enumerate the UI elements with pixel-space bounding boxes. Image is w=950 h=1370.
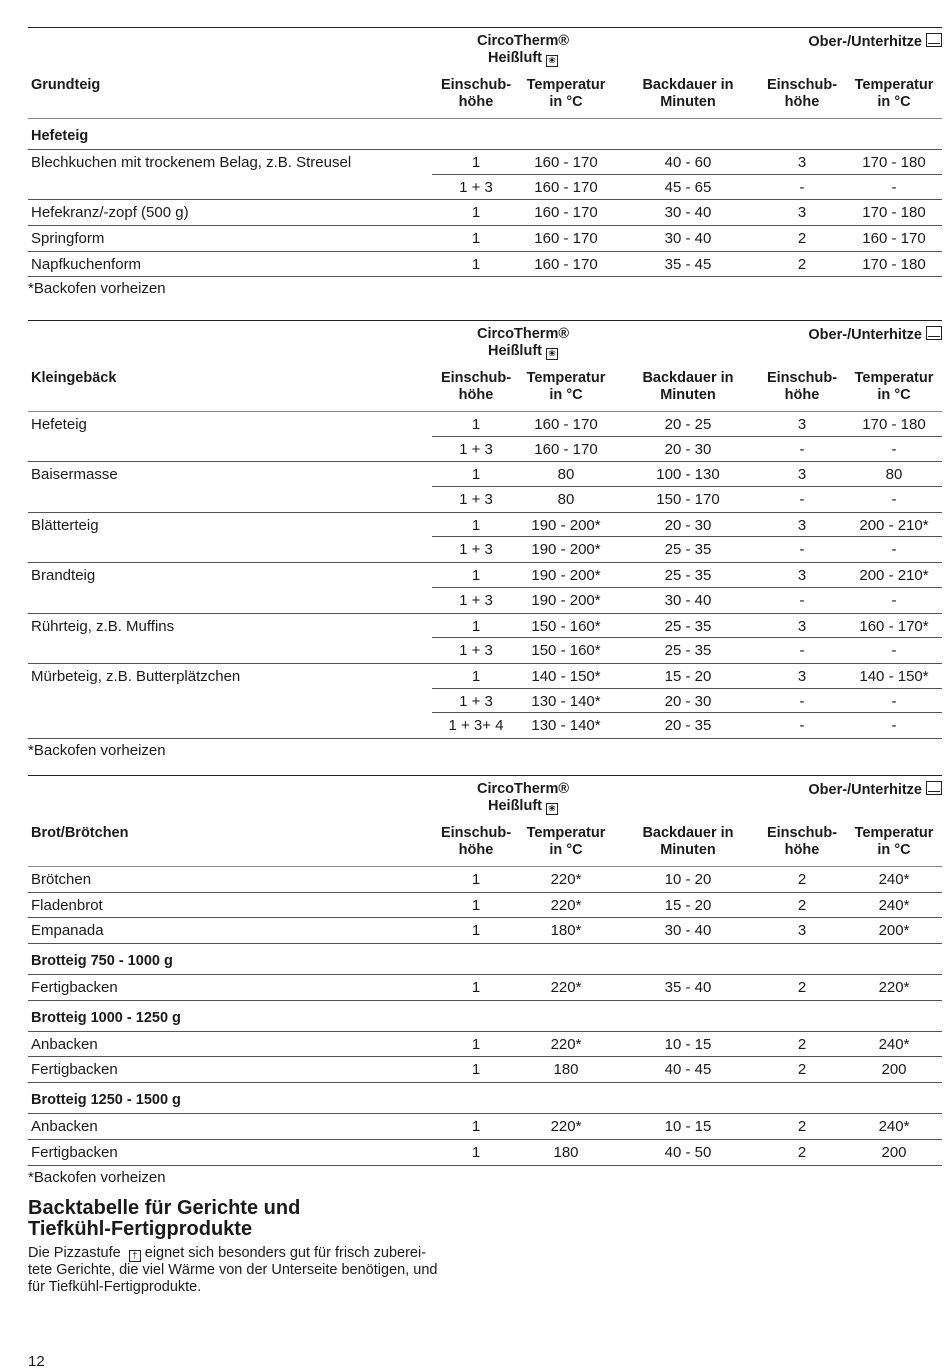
section-row bbox=[28, 944, 942, 975]
column-header-line: Minuten bbox=[660, 842, 716, 858]
cell: - bbox=[891, 642, 897, 660]
cell: 2 bbox=[797, 230, 807, 248]
mode-circotherm bbox=[458, 326, 588, 360]
row-label: Baisermasse bbox=[31, 466, 118, 484]
column-header-line: Minuten bbox=[660, 94, 716, 110]
mode-label: Ober-/Unterhitze bbox=[808, 34, 922, 50]
row-label: Mürbeteig, z.B. Butterplätzchen bbox=[31, 667, 241, 685]
column-header-line: höhe bbox=[784, 94, 820, 110]
column-header bbox=[432, 77, 520, 111]
cell: 3 bbox=[797, 667, 807, 685]
column-header bbox=[432, 825, 520, 859]
column-header-line: in °C bbox=[549, 94, 583, 110]
table-row bbox=[28, 1114, 942, 1140]
mode-name-2 bbox=[458, 343, 588, 360]
cell: - bbox=[891, 692, 897, 710]
section-title: Brotteig 1000 - 1250 g bbox=[31, 1009, 181, 1026]
category-label: Brot/Brötchen bbox=[31, 825, 129, 841]
table-row bbox=[28, 252, 942, 278]
footnote bbox=[28, 1169, 942, 1186]
cell: 170 - 180 bbox=[862, 204, 926, 222]
cell: 25 - 35 bbox=[664, 617, 712, 635]
category-label: Kleingebäck bbox=[31, 370, 117, 386]
cell: 190 - 200* bbox=[531, 541, 601, 559]
column-header bbox=[628, 825, 748, 859]
cell: 20 - 30 bbox=[664, 516, 712, 534]
cell: 80 bbox=[557, 466, 575, 484]
cell: 220* bbox=[550, 896, 582, 914]
cell: 200 bbox=[881, 1061, 907, 1079]
section-heading: Backtabelle für Gerichte und Tiefkühl-Fertigprodukte bbox=[28, 1197, 301, 1240]
table-row bbox=[28, 689, 942, 714]
cell: 240* bbox=[878, 1118, 910, 1136]
cell: 1 bbox=[471, 154, 481, 171]
cell: 160 - 170 bbox=[862, 230, 926, 248]
section-row bbox=[28, 1001, 942, 1032]
table-row bbox=[28, 1032, 942, 1058]
table-row bbox=[28, 893, 942, 919]
cell: 1 bbox=[471, 1118, 481, 1136]
row-label: Brandteig bbox=[31, 567, 96, 585]
table-row bbox=[28, 175, 942, 201]
cell: - bbox=[891, 591, 897, 609]
table-row bbox=[28, 638, 942, 664]
column-header-line: Temperatur bbox=[526, 825, 606, 841]
fan-icon: ❀ bbox=[546, 55, 558, 67]
cell: 1 bbox=[471, 871, 481, 888]
cell: - bbox=[799, 642, 805, 660]
cell: 240* bbox=[878, 1035, 910, 1053]
column-header bbox=[520, 370, 612, 404]
column-header bbox=[628, 370, 748, 404]
section-row bbox=[28, 1083, 942, 1114]
cell: 140 - 150* bbox=[859, 667, 929, 685]
column-header-line: höhe bbox=[458, 842, 494, 858]
cell: 130 - 140* bbox=[531, 692, 601, 710]
row-label: Fertigbacken bbox=[31, 979, 118, 997]
table-row bbox=[28, 664, 942, 689]
table-row bbox=[28, 437, 942, 463]
column-header-line: in °C bbox=[549, 387, 583, 403]
cell: 220* bbox=[878, 979, 910, 997]
table-row bbox=[28, 975, 942, 1001]
column-header bbox=[846, 825, 942, 859]
cell: 220* bbox=[550, 979, 582, 997]
cell: 2 bbox=[797, 896, 807, 914]
cell: 1 + 3+ 4 bbox=[448, 717, 504, 735]
fan-icon: ❀ bbox=[546, 803, 558, 815]
cell: 140 - 150* bbox=[531, 667, 601, 685]
cell: - bbox=[799, 717, 805, 735]
pizza-setting-icon: † bbox=[129, 1250, 141, 1262]
cell: 160 - 170 bbox=[534, 204, 598, 222]
cell: 200 bbox=[881, 1143, 907, 1161]
column-header bbox=[520, 825, 612, 859]
table-row bbox=[28, 513, 942, 538]
cell: 10 - 15 bbox=[664, 1118, 712, 1136]
cell: 15 - 20 bbox=[664, 896, 712, 914]
row-label: Fertigbacken bbox=[31, 1143, 118, 1161]
column-header-line: Minuten bbox=[660, 387, 716, 403]
cell: 190 - 200* bbox=[531, 567, 601, 585]
cell: 180* bbox=[550, 922, 582, 940]
column-header bbox=[846, 77, 942, 111]
table-row bbox=[28, 200, 942, 226]
cell: 20 - 30 bbox=[664, 692, 712, 710]
cell: 1 + 3 bbox=[459, 491, 493, 509]
row-label: Napfkuchenform bbox=[31, 255, 142, 273]
cell: - bbox=[891, 717, 897, 735]
cell: 35 - 45 bbox=[664, 255, 712, 273]
cell: - bbox=[891, 440, 897, 458]
cell: 2 bbox=[797, 1143, 807, 1161]
cell: 160 - 170 bbox=[534, 178, 598, 196]
cell: - bbox=[799, 491, 805, 509]
baking-table-grundteig bbox=[28, 27, 942, 298]
table-row bbox=[28, 1140, 942, 1166]
cell: 160 - 170 bbox=[534, 416, 598, 433]
cell: 30 - 40 bbox=[664, 230, 712, 248]
cell: 180 bbox=[553, 1061, 579, 1079]
cell: 1 bbox=[471, 255, 481, 273]
cell: 15 - 20 bbox=[664, 667, 712, 685]
column-header-line: in °C bbox=[549, 842, 583, 858]
table-row bbox=[28, 487, 942, 513]
mode-name: CircoTherm® bbox=[476, 33, 570, 49]
mode-ober-unterhitze bbox=[753, 781, 942, 799]
cell: - bbox=[799, 178, 805, 196]
cell: 3 bbox=[797, 204, 807, 222]
cell: 40 - 60 bbox=[664, 154, 712, 171]
cell: 2 bbox=[797, 255, 807, 273]
cell: 20 - 30 bbox=[664, 440, 712, 458]
cell: 170 - 180 bbox=[862, 255, 926, 273]
table-row bbox=[28, 614, 942, 639]
mode-label: Heißluft bbox=[488, 798, 542, 814]
column-header bbox=[846, 370, 942, 404]
cell: 3 bbox=[797, 617, 807, 635]
top-bottom-heat-icon bbox=[926, 326, 942, 340]
column-header-line: höhe bbox=[458, 94, 494, 110]
column-header-line: Backdauer in bbox=[642, 825, 734, 841]
column-header-line: Einschub- bbox=[440, 77, 512, 93]
cell: - bbox=[891, 491, 897, 509]
cell: 1 bbox=[471, 1143, 481, 1161]
cell: 240* bbox=[878, 871, 910, 888]
mode-label: Heißluft bbox=[488, 343, 542, 359]
table-header bbox=[28, 27, 942, 119]
mode-circotherm bbox=[458, 781, 588, 815]
column-header-line: höhe bbox=[784, 387, 820, 403]
table-header bbox=[28, 320, 942, 412]
mode-ober-unterhitze bbox=[753, 33, 942, 51]
footnote-text: Backofen vorheizen bbox=[33, 280, 166, 298]
cell: 1 + 3 bbox=[459, 692, 493, 710]
row-label: Fertigbacken bbox=[31, 1061, 118, 1079]
cell: 30 - 40 bbox=[664, 591, 712, 609]
cell: 1 bbox=[471, 667, 481, 685]
row-label: Brötchen bbox=[31, 871, 92, 888]
footnote-star: * bbox=[28, 741, 34, 759]
section-title: Brotteig 1250 - 1500 g bbox=[31, 1092, 181, 1109]
cell: 1 bbox=[471, 567, 481, 585]
table-row bbox=[28, 588, 942, 614]
cell: 1 + 3 bbox=[459, 178, 493, 196]
table-row bbox=[28, 713, 942, 739]
cell: 150 - 170 bbox=[656, 491, 720, 509]
cell: 30 - 40 bbox=[664, 922, 712, 940]
table-row bbox=[28, 412, 942, 437]
cell: 160 - 170 bbox=[534, 440, 598, 458]
column-header-line: Temperatur bbox=[854, 825, 934, 841]
cell: 150 - 160* bbox=[531, 642, 601, 660]
row-label: Blechkuchen mit trockenem Belag, z.B. Streusel bbox=[31, 154, 352, 171]
cell: 25 - 35 bbox=[664, 642, 712, 660]
cell: 240* bbox=[878, 896, 910, 914]
cell: - bbox=[891, 178, 897, 196]
row-label: Springform bbox=[31, 230, 105, 248]
cell: 1 bbox=[471, 230, 481, 248]
column-header-line: Einschub- bbox=[766, 825, 838, 841]
column-header-line: in °C bbox=[877, 94, 911, 110]
mode-label: Heißluft bbox=[488, 50, 542, 66]
cell: 3 bbox=[797, 154, 807, 171]
cell: 1 + 3 bbox=[459, 541, 493, 559]
cell: 3 bbox=[797, 567, 807, 585]
cell: 25 - 35 bbox=[664, 567, 712, 585]
mode-circotherm bbox=[458, 33, 588, 67]
cell: 1 bbox=[471, 1061, 481, 1079]
mode-ober-unterhitze bbox=[753, 326, 942, 344]
column-header-line: Einschub- bbox=[440, 370, 512, 386]
cell: 2 bbox=[797, 1118, 807, 1136]
cell: 200 - 210* bbox=[859, 567, 929, 585]
cell: 80 bbox=[557, 491, 575, 509]
cell: - bbox=[799, 440, 805, 458]
cell: 200* bbox=[878, 922, 910, 940]
column-header bbox=[758, 825, 846, 859]
cell: 20 - 35 bbox=[664, 717, 712, 735]
footnote bbox=[28, 742, 942, 759]
cell: - bbox=[799, 591, 805, 609]
cell: 10 - 20 bbox=[664, 871, 712, 888]
cell: 220* bbox=[550, 1118, 582, 1136]
cell: 40 - 45 bbox=[664, 1061, 712, 1079]
column-header-line: Backdauer in bbox=[642, 370, 734, 386]
column-header bbox=[758, 77, 846, 111]
table-row bbox=[28, 563, 942, 588]
baking-table-kleingebaeck bbox=[28, 320, 942, 759]
column-header-line: Temperatur bbox=[854, 77, 934, 93]
cell: 10 - 15 bbox=[664, 1035, 712, 1053]
table-row bbox=[28, 867, 942, 893]
cell: 45 - 65 bbox=[664, 178, 712, 196]
cell: 1 bbox=[471, 466, 481, 484]
cell: 30 - 40 bbox=[664, 204, 712, 222]
cell: 130 - 140* bbox=[531, 717, 601, 735]
column-header-line: Temperatur bbox=[854, 370, 934, 386]
cell: 3 bbox=[797, 416, 807, 433]
cell: 25 - 35 bbox=[664, 541, 712, 559]
cell: 2 bbox=[797, 1061, 807, 1079]
section-row bbox=[28, 119, 942, 150]
cell: 1 bbox=[471, 922, 481, 940]
footnote bbox=[28, 280, 942, 297]
cell: 160 - 170 bbox=[534, 230, 598, 248]
table-header bbox=[28, 775, 942, 867]
cell: 160 - 170 bbox=[534, 255, 598, 273]
cell: 200 - 210* bbox=[859, 516, 929, 534]
cell: 190 - 200* bbox=[531, 591, 601, 609]
cell: 220* bbox=[550, 871, 582, 888]
cell: 180 bbox=[553, 1143, 579, 1161]
cell: 100 - 130 bbox=[656, 466, 720, 484]
mode-name-2 bbox=[458, 798, 588, 815]
cell: 35 - 40 bbox=[664, 979, 712, 997]
table-row bbox=[28, 537, 942, 563]
cell: 160 - 170* bbox=[859, 617, 929, 635]
table-row bbox=[28, 150, 942, 175]
column-header-line: höhe bbox=[784, 842, 820, 858]
table-row bbox=[28, 226, 942, 252]
cell: 1 + 3 bbox=[459, 440, 493, 458]
row-label: Rührteig, z.B. Muffins bbox=[31, 617, 175, 635]
footnote-star: * bbox=[28, 280, 34, 298]
row-label: Anbacken bbox=[31, 1118, 98, 1136]
section-title: Hefeteig bbox=[31, 128, 89, 144]
top-bottom-heat-icon bbox=[926, 33, 942, 47]
cell: 1 bbox=[471, 979, 481, 997]
cell: 2 bbox=[797, 871, 807, 888]
page-number: 12 bbox=[28, 1353, 45, 1370]
row-label: Hefekranz/-zopf (500 g) bbox=[31, 204, 189, 222]
column-header bbox=[628, 77, 748, 111]
cell: 3 bbox=[797, 922, 807, 940]
cell: 1 bbox=[471, 617, 481, 635]
cell: 170 - 180 bbox=[862, 154, 926, 171]
cell: 3 bbox=[797, 466, 807, 484]
baking-table-brot bbox=[28, 775, 942, 1186]
cell: - bbox=[799, 692, 805, 710]
cell: 1 bbox=[471, 416, 481, 433]
cell: 40 - 50 bbox=[664, 1143, 712, 1161]
cell: 160 - 170 bbox=[534, 154, 598, 171]
cell: 1 bbox=[471, 204, 481, 222]
cell: 3 bbox=[797, 516, 807, 534]
column-header bbox=[432, 370, 520, 404]
table-row bbox=[28, 918, 942, 944]
cell: 170 - 180 bbox=[862, 416, 926, 433]
footnote-star: * bbox=[28, 1168, 34, 1186]
footnote-text: Backofen vorheizen bbox=[33, 1168, 166, 1186]
row-label: Hefeteig bbox=[31, 416, 87, 433]
cell: 80 bbox=[885, 466, 903, 484]
cell: 2 bbox=[797, 1035, 807, 1053]
column-header-line: Backdauer in bbox=[642, 77, 734, 93]
mode-label: Ober-/Unterhitze bbox=[808, 327, 922, 343]
category-label: Grundteig bbox=[31, 77, 101, 93]
cell: 1 bbox=[471, 516, 481, 534]
column-header-line: in °C bbox=[877, 842, 911, 858]
mode-name: CircoTherm® bbox=[476, 326, 570, 342]
table-row bbox=[28, 1057, 942, 1083]
row-label: Blätterteig bbox=[31, 516, 99, 534]
cell: 1 + 3 bbox=[459, 642, 493, 660]
cell: - bbox=[891, 541, 897, 559]
table-row bbox=[28, 462, 942, 487]
column-header-line: Einschub- bbox=[440, 825, 512, 841]
column-header-line: in °C bbox=[877, 387, 911, 403]
footnote-text: Backofen vorheizen bbox=[33, 741, 166, 759]
cell: 1 bbox=[471, 1035, 481, 1053]
column-header bbox=[758, 370, 846, 404]
column-header-line: Einschub- bbox=[766, 77, 838, 93]
cell: - bbox=[799, 541, 805, 559]
cell: 1 bbox=[471, 896, 481, 914]
column-header-line: Einschub- bbox=[766, 370, 838, 386]
mode-name: CircoTherm® bbox=[476, 781, 570, 797]
section-title: Brotteig 750 - 1000 g bbox=[31, 953, 173, 970]
cell: 2 bbox=[797, 979, 807, 997]
intro-paragraph: Die Pizzastufe † eignet sich besonders gut für frisch zuberei- tete Gerichte, die viel Wärme von der Unterseite benötigen, und für Tiefkühl-Fertigprodukte. bbox=[28, 1245, 438, 1295]
row-label: Empanada bbox=[31, 922, 104, 940]
column-header bbox=[520, 77, 612, 111]
mode-label: Ober-/Unterhitze bbox=[808, 782, 922, 798]
column-header-line: Temperatur bbox=[526, 370, 606, 386]
cell: 1 + 3 bbox=[459, 591, 493, 609]
column-header-line: höhe bbox=[458, 387, 494, 403]
cell: 20 - 25 bbox=[664, 416, 712, 433]
cell: 220* bbox=[550, 1035, 582, 1053]
column-header-line: Temperatur bbox=[526, 77, 606, 93]
row-label: Anbacken bbox=[31, 1035, 98, 1053]
cell: 150 - 160* bbox=[531, 617, 601, 635]
fan-icon: ❀ bbox=[546, 348, 558, 360]
top-bottom-heat-icon bbox=[926, 781, 942, 795]
row-label: Fladenbrot bbox=[31, 896, 103, 914]
mode-name-2 bbox=[458, 50, 588, 67]
cell: 190 - 200* bbox=[531, 516, 601, 534]
